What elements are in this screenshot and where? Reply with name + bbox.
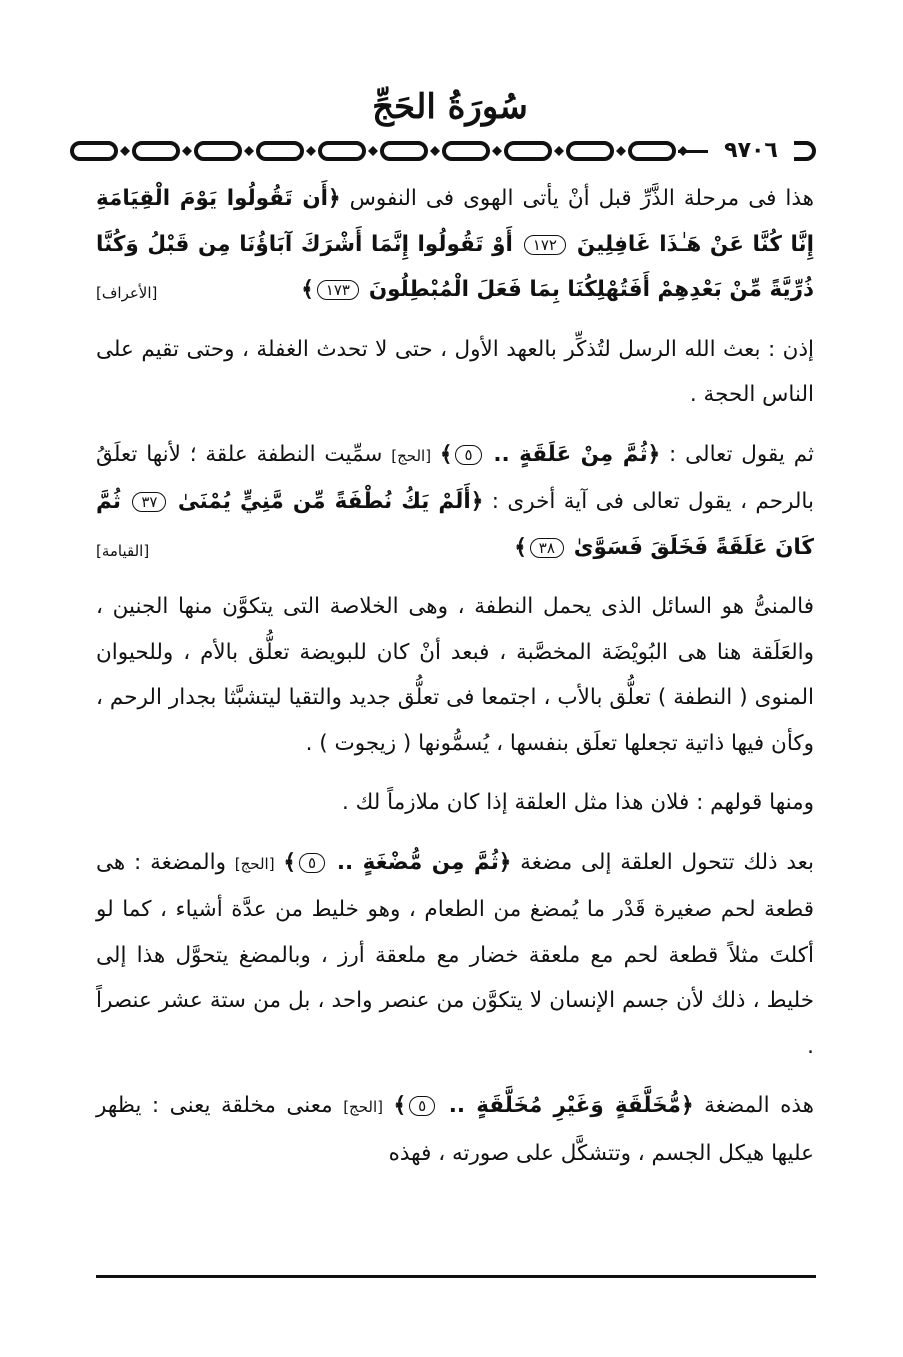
footer-rule xyxy=(96,1275,816,1278)
ayah-number: ٣٧ xyxy=(132,492,166,512)
page-body xyxy=(96,176,814,1176)
ornate-bracket-open: ﴿ xyxy=(498,849,512,875)
ornate-bracket-open: ﴿ xyxy=(647,441,661,467)
ornate-bracket-close: ﴾ xyxy=(301,277,314,302)
surah-reference: [الحج] xyxy=(234,854,275,873)
ayah-number: ٥ xyxy=(299,853,325,873)
paragraph-7 xyxy=(96,1083,814,1176)
paragraph-1 xyxy=(96,176,814,313)
ayah-number: ١٧٢ xyxy=(524,235,566,255)
surah-reference: [الأعراف] xyxy=(96,284,158,302)
quran-verse: ثُمَّ مِن مُّضْغَةٍ .. xyxy=(336,849,499,875)
surah-reference: [القيامة] xyxy=(96,541,150,560)
paragraph-4: فالمنىُّ هو السائل الذى يحمل النطفة ، وهى الخلاصة التى يتكوَّن منها الجنين ، والعَلَقة هنا هى البُويْضَة المخصَّبة ، فبعد أنْ كان للبويضة تعلُّق بالأم ، وللحيوان المنوى ( النطفة ) تعلُّق بالأب ، اجتمعا فى تعلُّق جديد والتقيا ليتشبَّثا بجدار الرحم ، وكأن فيها ذاتية تجعلها تعلَق بنفسها ، يُسمُّونها ( زيجوت ) . xyxy=(96,594,814,756)
text-run: ثم يقول تعالى : xyxy=(660,441,814,467)
ayah-number: ٥ xyxy=(455,445,481,465)
quran-verse: أَلَمْ يَكُ نُطْفَةً مِّن مَّنِيٍّ يُمْنَىٰ xyxy=(177,489,471,514)
ayah-number: ٣٨ xyxy=(530,538,564,558)
ayah-number: ٥ xyxy=(409,1096,435,1116)
paragraph-5: ومنها قولهم : فلان هذا مثل العلقة إذا كان ملازماً لك . xyxy=(341,790,814,815)
ornate-bracket-open: ﴿ xyxy=(680,1093,694,1118)
text-run: سمِّيت النطفة علقة ؛ لأنها تعلَقُ بالرحم ، يقول تعالى فى آية أخرى : xyxy=(96,441,814,514)
quran-verse: أَن تَقُولُوا يَوْمَ الْقِيَامَةِ إِنَّا كُنَّا عَنْ هَـٰذَا غَافِلِينَ xyxy=(96,186,814,257)
ornate-bracket-close: ﴾ xyxy=(439,441,453,467)
page-number: ٩٧٠٦ xyxy=(708,138,794,164)
ornate-bracket-close: ﴾ xyxy=(393,1093,407,1118)
ornate-bracket-open: ﴿ xyxy=(470,489,484,514)
quran-verse: ثُمَّ مِنْ عَلَقَةٍ .. xyxy=(493,441,648,467)
ornate-bracket-open: ﴿ xyxy=(328,186,341,211)
paragraph-2: إذن : بعث الله الرسل لتُذكِّر بالعهد الأول ، حتى لا تحدث الغفلة ، وحتى تقيم على الناس الحجة . xyxy=(96,336,814,407)
ornate-bracket-close: ﴾ xyxy=(283,849,296,875)
text-run: هذا فى مرحلة الذَّرِّ قبل أنْ يأتى الهوى فى النفوس xyxy=(340,186,814,211)
ornate-bracket-close: ﴾ xyxy=(514,534,527,560)
decorative-chain-border xyxy=(68,138,818,164)
text-run: بعد ذلك تتحول العلقة إلى مضغة xyxy=(511,849,814,875)
surah-reference: [الحج] xyxy=(343,1098,384,1116)
surah-title: سُورَةُ الحَجِّ xyxy=(372,87,528,127)
paragraph-6 xyxy=(96,840,814,1070)
quran-verse: أَوْ تَقُولُوا إِنَّمَا أَشْرَكَ آبَاؤُنَا مِن قَبْلُ وَكُنَّا ذُرِّيَّةً مِّنْ بَعْدِهِمْ أَفَتُهْلِكُنَا بِمَا فَعَلَ الْمُبْطِلُونَ xyxy=(96,231,814,302)
surah-reference: [الحج] xyxy=(391,446,432,465)
paragraph-3 xyxy=(96,432,814,571)
text-run: والمضغة : هى قطعة لحم صغيرة قَدْر ما يُمضغ من الطعام ، وهو خليط من عدَّة أشياء ، كما لو أكلتَ مثلاً قطعة لحم مع ملعقة خضار مع ملعقة أرز ، وبالمضغ يتحوَّل هذا إلى خليط ، ذلك لأن جسم الإنسان لا يتكوَّن من عنصر واحد ، بل من ستة عشر عنصراً . xyxy=(96,849,814,1059)
quran-verse: مُّخَلَّقَةٍ وَغَيْرِ مُخَلَّقَةٍ .. xyxy=(448,1093,681,1118)
text-run: معنى مخلقة يعنى : يظهر عليها هيكل الجسم ، وتتشكَّل على صورته ، فهذه xyxy=(96,1093,814,1166)
quran-verse: ثُمَّ كَانَ عَلَقَةً فَخَلَقَ فَسَوَّىٰ xyxy=(96,489,814,560)
text-run: هذه المضغة xyxy=(693,1093,814,1118)
ayah-number: ١٧٣ xyxy=(317,280,359,300)
